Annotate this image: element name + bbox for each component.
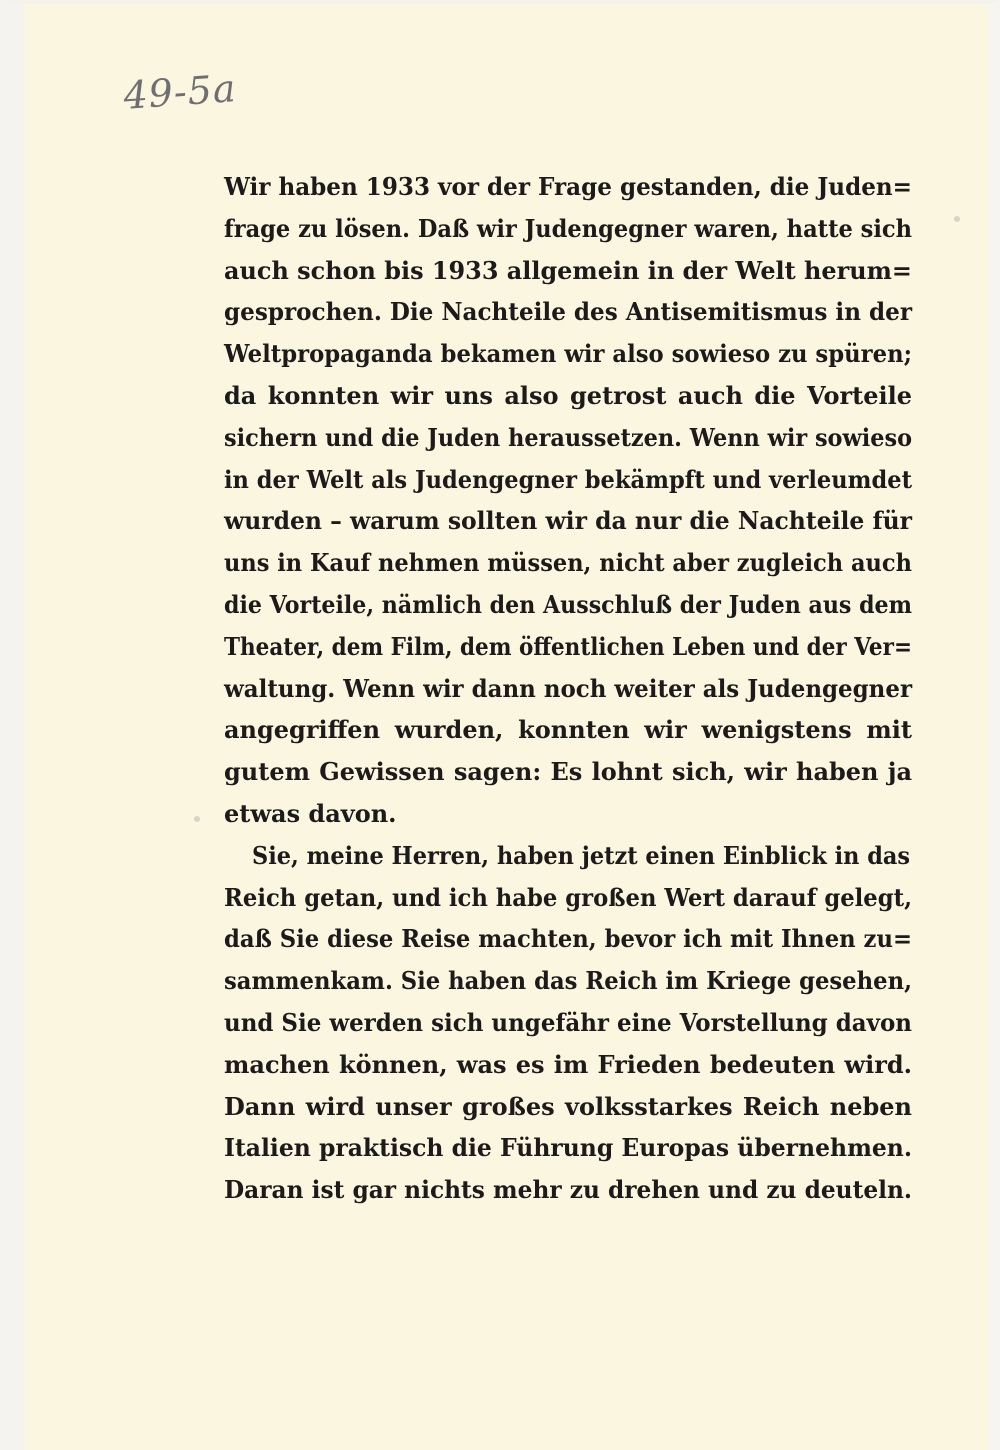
text-line: sichern und die Juden heraussetzen. Wenn wir sowieso (224, 422, 913, 452)
text-line: wurden – warum sollten wir da nur die Nachteile für (224, 506, 913, 536)
text-line: Sie, meine Herren, haben jetzt einen Einblick in das (252, 840, 911, 870)
text-line: daß Sie diese Reise machten, bevor ich mit Ihnen zu= (224, 924, 912, 954)
text-line: Italien praktisch die Führung Europas übernehmen. (224, 1133, 913, 1163)
text-line: Dann wird unser großes volksstarkes Reich neben (224, 1091, 912, 1121)
text-line: Theater, dem Film, dem öffentlichen Leben und der Ver= (224, 631, 912, 661)
text-line: frage zu lösen. Daß wir Judengegner waren, hatte sich (224, 213, 913, 243)
paper-speck (954, 216, 960, 222)
text-line: da konnten wir uns also getrost auch die Vorteile (224, 380, 912, 410)
text-line: sammenkam. Sie haben das Reich im Kriege gesehen, (224, 966, 912, 996)
text-line: Reich getan, und ich habe großen Wert darauf gelegt, (224, 882, 913, 912)
paragraph-1 (224, 166, 912, 835)
text-line: in der Welt als Judengegner bekämpft und verleumdet (224, 464, 913, 494)
text-line: uns in Kauf nehmen müssen, nicht aber zugleich auch (224, 548, 912, 578)
text-line: Daran ist gar nichts mehr zu drehen und zu deuteln. (224, 1175, 913, 1205)
paragraph-2 (224, 835, 912, 1211)
text-line: angegriffen wurden, konnten wir wenigstens mit (224, 715, 912, 745)
text-line: Wir haben 1933 vor der Frage gestanden, die Juden= (224, 172, 912, 201)
text-line: gesprochen. Die Nachteile des Antisemitismus in der (224, 297, 913, 327)
paper-speck (194, 816, 200, 822)
text-line: waltung. Wenn wir dann noch weiter als Judengegner (224, 673, 913, 703)
text-line: etwas davon. (224, 798, 397, 828)
text-line: auch schon bis 1933 allgemein in der Welt herum= (224, 255, 912, 285)
body-text (224, 166, 912, 1211)
text-line: gutem Gewissen sagen: Es lohnt sich, wir haben ja (224, 757, 913, 787)
handwritten-page-number: 49-5a (122, 66, 238, 118)
text-line: machen können, was es im Frieden bedeuten wird. (224, 1049, 912, 1079)
text-line: die Vorteile, nämlich den Ausschluß der Juden aus dem (224, 589, 913, 619)
text-line: und Sie werden sich ungefähr eine Vorstellung davon (224, 1007, 912, 1037)
text-line: Weltpropaganda bekamen wir also sowieso zu spüren; (224, 339, 912, 369)
